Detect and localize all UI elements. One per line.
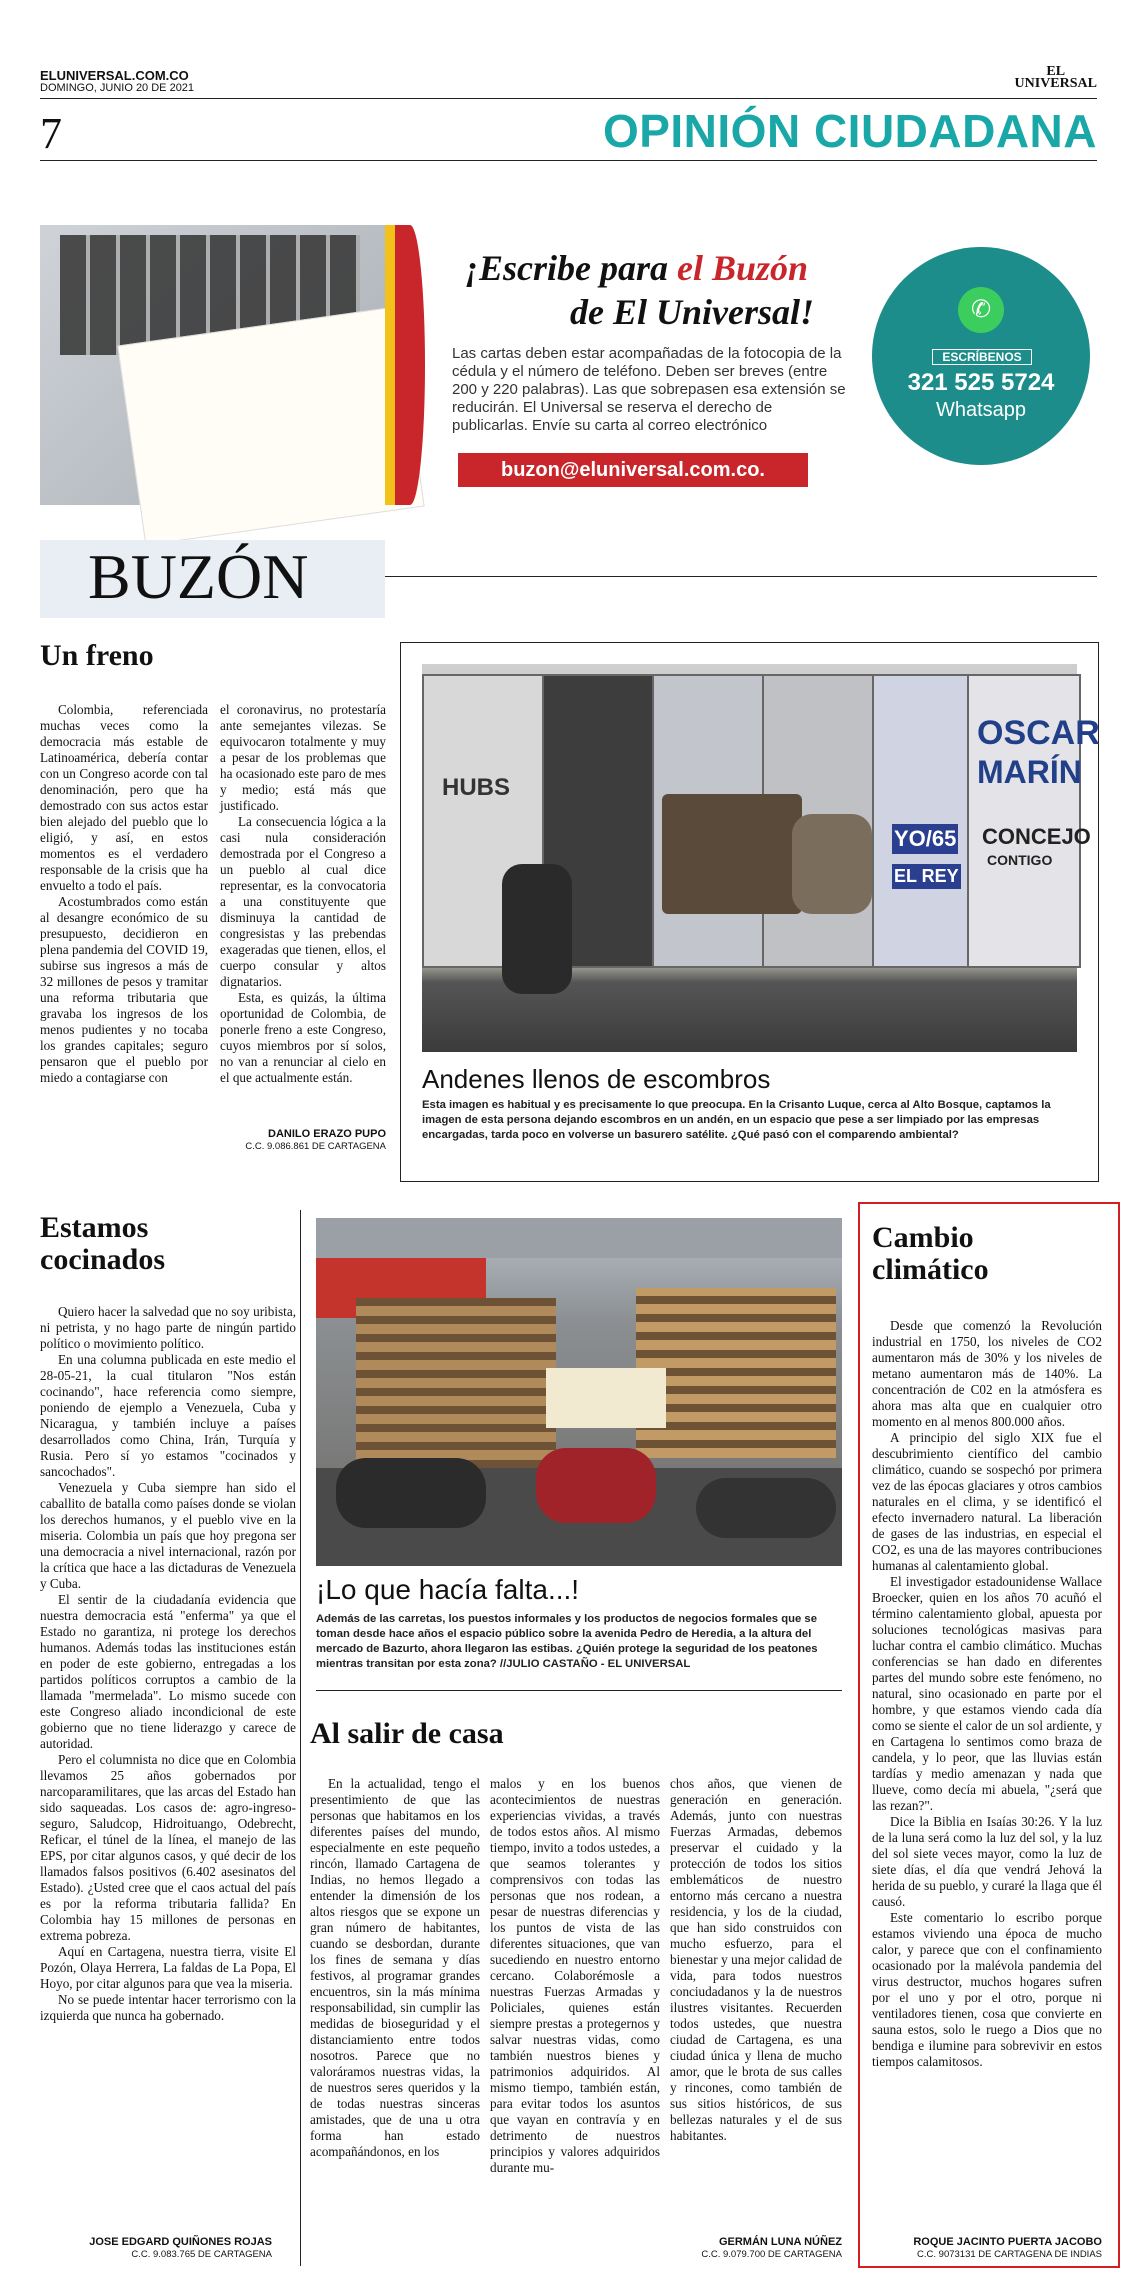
bazurto-photo [316,1218,842,1566]
logo-line1: EL [1046,64,1066,79]
article-title-salir: Al salir de casa [310,1717,504,1750]
newspaper-logo [1015,66,1097,90]
author-clima [872,2236,1102,2261]
shop-sign-image [546,1368,666,1428]
paragraph: Quiero hacer la salvedad que no soy uribista, ni petrista, y no hago parte de ningún partido político o movimiento político. [40,1304,296,1351]
motorcycle-image [536,1448,656,1523]
graffiti-yo65: YO/65 [892,824,958,854]
paragraph: Acostumbrados como están al desangre económico de su presupuesto, decidieron en plena pandemia del COVID 19, subirse sus ingresos a más de 32 millones de pesos y tramitar una reforma tributaria que gravaba los ingresos de los menos pudientes y no tocaba los grandes capitales; seguro pensaron que el pueblo por miedo a contagiarse con [40,894,208,1085]
author-name: DANILO ERAZO PUPO [268,1128,386,1140]
paragraph: Colombia, referenciada muchas veces como la democracia más estable de Latinoamérica, debería contar con un Congreso acorde con tal denominación, pero que ha demostrado con sus actos estar bien alejado del pueblo que lo eligió, y así, en estos momentos es el verdadero responsable de la crisis que ha envuelto a todo el país. [40,702,208,893]
motorcycle-image [336,1458,486,1528]
article-clima-body [872,1318,1102,2070]
red-stripe [395,225,425,505]
pallet-stack-image [636,1288,836,1458]
paragraph: el coronavirus, no protestaría ante semejantes vilezas. Se equivocaron totalmente y muy a pesar de los problemas que ha ocasionado este paro de mes y medio; está más que justificado. [220,702,386,813]
notebook-photo [40,225,400,505]
whatsapp-icon: ✆ [958,287,1004,333]
paragraph: No se puede intentar hacer terrorismo con la izquierda que nunca ha gobernado. [40,1992,296,2023]
section-title: OPINIÓN CIUDADANA [602,105,1097,157]
author-cocinados [40,2236,272,2261]
whatsapp-app-name: Whatsapp [935,399,1027,421]
sky-area [316,1218,842,1258]
paragraph: Venezuela y Cuba siempre han sido el caballito de batalla como países donde se violan los derechos humanos, y el pueblo vive en la miseria. Colombia un país que hoy pregona ser una democracia a nivel internacional, razón por la crítica que hace a las dictaduras de Venezuela y Cuba. [40,1480,296,1591]
donkey-image [792,814,872,914]
author-salir [670,2236,842,2261]
caption-title-bazurto: ¡Lo que hacía falta...! [316,1574,580,1605]
author-name: GERMÁN LUNA NÚÑEZ [718,2236,842,2248]
graffiti-marin: MARÍN [977,754,1082,790]
graffiti-contigo: CONTIGO [987,852,1053,868]
article-freno-col2 [220,702,386,1086]
section-rule [40,160,1097,161]
author-freno [220,1128,386,1153]
author-id: C.C. 9073131 DE CARTAGENA DE INDIAS [917,2249,1102,2260]
banner-title-line2: de El Universal! [570,292,815,332]
paragraph: Desde que comenzó la Revolución industrial en 1750, los niveles de CO2 aumentaron más de 30% y los niveles de metano aumentaron más de 140%. La concentración de C02 en la atmósfera es ahora mas alta que en cualquier otro momento en al menos 800.000 años. [872,1318,1102,1429]
site-url: ELUNIVERSAL.COM.CO [40,68,189,83]
buzon-title: BUZÓN [88,541,309,612]
caption-bazurto: Además de las carretas, los puestos informales y los productos de negocios formales que se toman desde hace años el espacio público sobre la avenida Pedro de Heredia, a la altura del mercado de Bazurto, ahora llegaron las estibas. ¿Quién protege la seguridad de los peatones mientras transitan por esta zona? //JULIO CASTAÑO - EL UNIVERSAL [316,1613,818,1670]
motorcycle-image [696,1478,836,1538]
article-cocinados-body [40,1304,296,2024]
paragraph: Este comentario lo escribo porque estamos viviendo una época de mucho calor, y parece que con el confinamiento ocasionado por la malévola pandemia del virus destructor, muchos hogares sufren por el uno y por el otro, porque ni ventiladores tienen, cosa que convierte en sauna estos, solo le ruego a Dios que no bendiga e ilumine para sobrevivir en estos tiempos calamitosos. [872,1910,1102,2069]
title-line2: climático [872,1253,989,1286]
author-name: JOSE EDGARD QUIÑONES ROJAS [89,2236,272,2248]
writing-paper-image [117,306,424,545]
graffiti-oscar: OSCAR [977,714,1100,752]
graffiti-concejo: CONCEJO [982,824,1091,849]
banner-instructions: Las cartas deben estar acompañadas de la fotocopia de la cédula y el número de teléfono. Deben ser breves (entre 200 y 220 palabras). Las que sobrepasen esa extensión se reducirán. El Universal se reserva el derecho de publicarlas. Envíe su carta al correo electrónico [452,345,846,434]
title-line2: cocinados [40,1243,166,1276]
article-salir-col1 [310,1776,480,2160]
whatsapp-badge [872,247,1090,465]
paragraph: Esta, es quizás, la última oportunidad de Colombia, de ponerle freno a este Congreso, cuyos miembros por sí solos, no van a renunciar al cielo en el que actualmente están. [220,990,386,1085]
author-id: C.C. 9.086.861 DE CARTAGENA [245,1141,386,1152]
header-rule [40,98,1097,99]
title-line1: Estamos [40,1211,149,1244]
article-title-clima [872,1222,989,1286]
article-title-cocinados [40,1212,165,1276]
page-number: 7 [40,109,62,158]
whatsapp-label: ESCRÍBENOS [932,349,1032,365]
escombros-photo [422,664,1100,1052]
paragraph: El investigador estadounidense Wallace Broecker, quien en los años 70 acuñó el término calentamiento global, apuesta por soluciones tecnológicas masivas para luchar contra el cambio climático. Muchas conferencias se han dado en diferentes partes del mundo sobre este fenómeno, no natural, sino ocasionado en parte por el hombre, y que estamos viendo cada día como se siente el calor de un sol ardiente, y en Cartagena lo sentimos como braza de candela, y lo peor, que las lluvias están tardías y medio amenazan y nada que llueve, como decía mi abuela, "¿será que las rezan?". [872,1574,1102,1813]
paragraph: malos y en los buenos acontecimientos de nuestras experiencias vividas, a través de todos estos años. Al mismo tiempo, invito a todos ustedes, a que seamos tolerantes y comprensivos con todas las personas que nos rodean, a pesar de nuestras diferencias y los puntos de vista de las diferentes situaciones, que van sucediendo en nuestro entorno cercano. Colaborémosle a nuestras Fuerzas Armadas y Policiales, quienes están siempre prestas a protegernos y salvar nuestras vidas, como también nuestros bienes y patrimonios adquiridos. Al mismo tiempo, también están, para evitar todos los asuntos que vayan en contravía y en detrimento de nuestros principios y valores adquiridos durante mu- [490,1776,660,2175]
buzon-rule [385,576,1097,577]
logo-line2: UNIVERSAL [1014,76,1097,91]
paragraph: El sentir de la ciudadanía evidencia que nuestra democracia está "enferma" ya que el Estado no garantiza, ni protege los derechos humanos. Además todas las instituciones están en poder de este gobierno, entregadas a los partidos políticos corruptos a cambio de la llamada "mermelada". Lo mismo sucede con este Congreso aliado incondicional de este gobierno que no tiene liderazgo y carece de autoridad. [40,1592,296,1751]
banner-title-line1 [465,247,808,289]
title-line1: Cambio [872,1221,974,1254]
pallet-stack-image [356,1298,556,1478]
author-name: ROQUE JACINTO PUERTA JACOBO [913,2236,1102,2248]
paragraph: A principio del siglo XIX fue el descubrimiento científico del cambio climático, cuando se sospechó por primera vez de las épocas glaciares y otros cambios naturales en el clima, y se identificó el efecto invernadero natural. La liberación de gases de las industrias, en especial el CO2, es una de las mayores contribuciones humanas al calentamiento global. [872,1430,1102,1573]
article-salir-col2 [490,1776,660,2176]
paragraph: En la actualidad, tengo el presentimiento de que las personas que habitamos en los diferentes países del mundo, especialmente en este pequeño rincón, llamado Cartagena de Indias, no hemos llegado a entender la dimensión de los altos riesgos que se expone un gran número de habitantes, cuando se desbordan, durante los fines de semana y días festivos, al programar grandes encuentros, sin la más mínima responsabilidad, sin cumplir las medidas de bioseguridad y el distanciamiento entre todos nosotros. Parece que no valoráramos nuestras vidas, la de nuestros seres queridos y la de todas nuestras sinceras amistades, que de una u otra forma han estado acompañándonos, en los [310,1776,480,2159]
graffiti-hubs: HUBS [442,774,511,801]
buzon-banner [40,225,1097,505]
wall-panel [872,674,971,968]
article-title-freno: Un freno [40,639,154,672]
paragraph: En una columna publicada en este medio el 28-05-21, la cual titularon "Nos están cocinando", hace referencia como siempre, poniendo de ejemplo a Venezuela, Cuba y Nicaragua, y también incluye a países desarrollados como China, Irán, Turquía y Rusia. Pero sí yo estamos "cocinados y sancochados". [40,1352,296,1479]
paragraph: La consecuencia lógica a la casi nula consideración demostrada por el Congreso a un pueblo al cual dice representar, es la convocatoria a una constituyente que disminuya la cantidad de congresistas y las prebendas exageradas que tienen, ellos, el cuerpo consular y altos dignatarios. [220,814,386,989]
paragraph: Dice la Biblia en Isaías 30:26. Y la luz de la luna será como la luz del sol, y la luz del sol siete veces mayor, como la luz de siete días, el día que vendrá Jehová la herida de su pueblo, y curaré la llaga que él causó. [872,1814,1102,1909]
paragraph: chos años, que vienen de generación en generación. Además, junto con nuestras Fuerzas Armadas, debemos preservar el cuidado y la protección de todos los sitios emblemáticos de nuestro entorno más cercano a nuestra residencia, y los de la ciudad, que han sido construidos con mucho esfuerzo, para el bienestar y una mejor calidad de vida, para todos nuestros conciudadanos y la de nuestros ilustres visitantes. Recuerden todos ustedes, que nuestra ciudad de Cartagena, es una ciudad única y llena de mucho amor, que le brota de sus calles y rincones, como también de sus sitios históricos, de sus bellezas naturales y el de sus habitantes. [670,1776,842,2143]
issue-date: DOMINGO, JUNIO 20 DE 2021 [40,82,195,94]
graffiti-elrey: EL REY [892,864,961,889]
caption-title-escombros: Andenes llenos de escombros [422,1064,771,1094]
motorcycle-image [502,864,572,994]
section-rule [316,1690,842,1691]
column-divider [300,1210,301,2266]
caption-escombros: Esta imagen es habitual y es precisamente lo que preocupa. En la Crisanto Luque, cerca al Alto Bosque, captamos la imagen de esta persona dejando escombros en un andén, en un espacio que pese a ser limpiado por las empresas encargadas, tarda poco en volverse un basurero satélite. ¿Qué pasó con el comparendo ambiental? [422,1099,1051,1141]
banner-title-red: el Buzón [677,248,809,288]
article-freno-col1 [40,702,208,1086]
article-salir-col3 [670,1776,842,2144]
banner-title-start: ¡Escribe para [465,248,678,288]
paragraph: Pero el columnista no dice que en Colombia llevamos 25 años gobernados por narcoparamilitares, que las arcas del Estado han sido saqueadas. Los casos de: agro-ingreso-seguro, Saludcop, Hidroituango, Odebrecht, Reficar, el túnel de la línea, el manejo de las EPS, por citar algunos casos, y qué decir de los llamados falsos positivos (6.402 asesinatos del Estado). ¿Usted cree que el caos actual del país es por la reforma tributaria fallida? En Colombia hay 15 millones de personas en extrema pobreza. [40,1752,296,1943]
author-id: C.C. 9.083.765 DE CARTAGENA [131,2249,272,2260]
paragraph: Aquí en Cartagena, nuestra tierra, visite El Pozón, Olaya Herrera, La faldas de La Popa, El Hoyo, por citar algunos para que vea la miseria. [40,1944,296,1991]
cart-image [662,794,802,914]
author-id: C.C. 9.079.700 DE CARTAGENA [701,2249,842,2260]
banner-email[interactable]: buzon@eluniversal.com.co. [458,453,808,487]
whatsapp-number[interactable]: 321 525 5724 [907,369,1055,396]
